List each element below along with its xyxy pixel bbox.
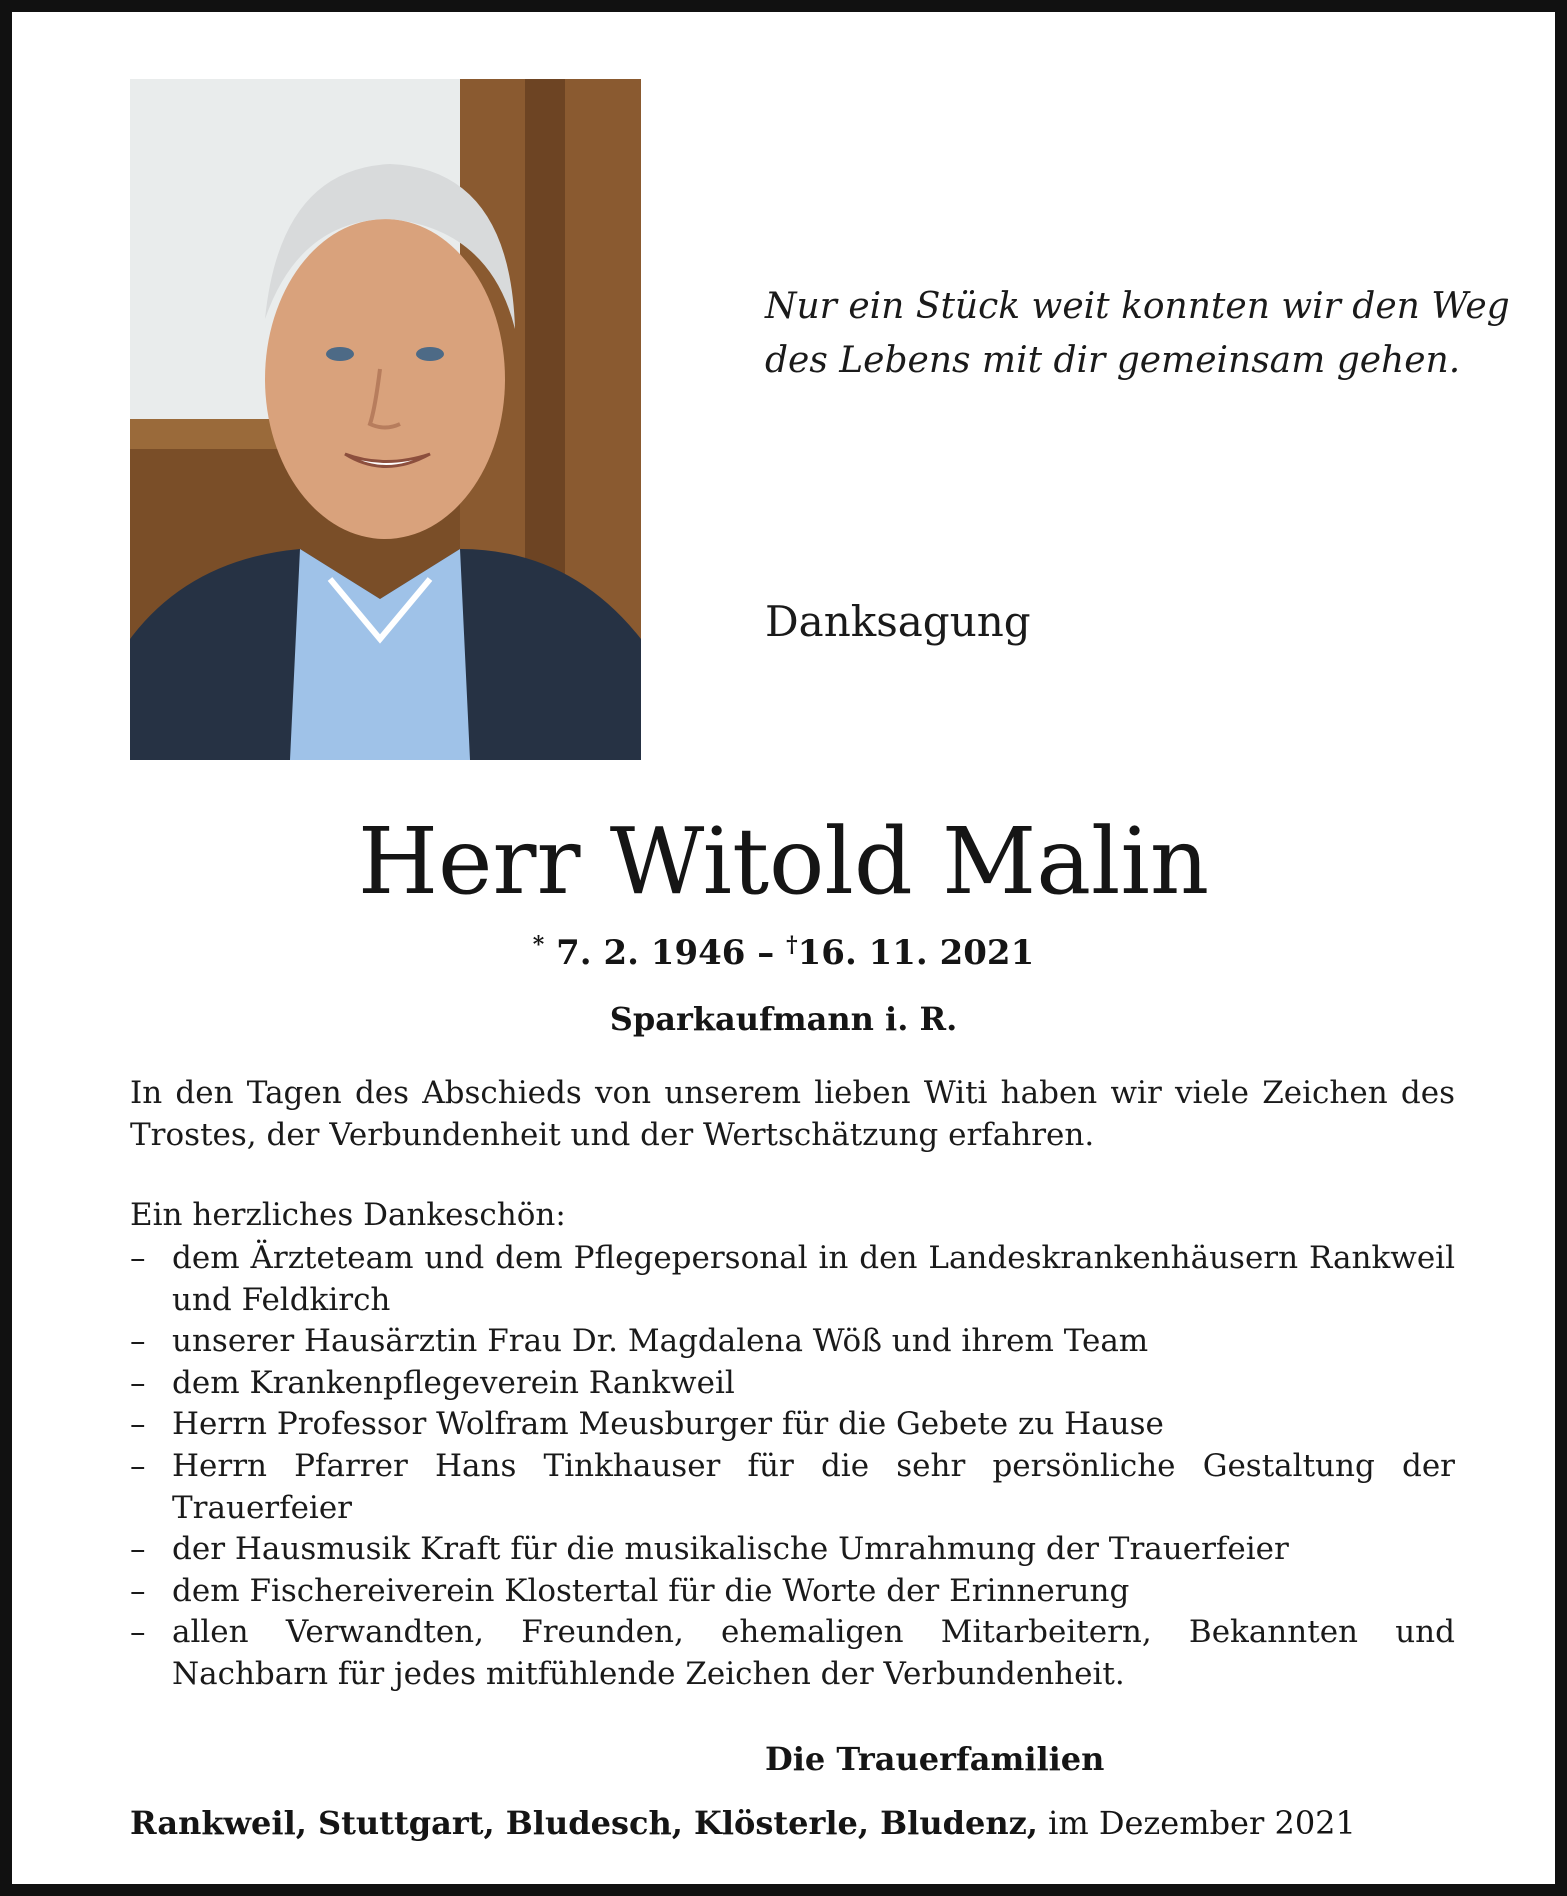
thanks-list <box>130 1238 1455 1696</box>
thanks-heading: Ein herzliches Dankeschön: <box>130 1197 566 1233</box>
profession: Sparkaufmann i. R. <box>609 1000 958 1038</box>
birth-symbol: * <box>532 932 545 958</box>
thanks-item: – dem Krankenpflegeverein Rankweil <box>130 1363 1455 1405</box>
footer-date: im Dezember 2021 <box>1048 1804 1356 1842</box>
thanks-item: – Herrn Professor Wolfram Meusburger für die Gebete zu Hause <box>130 1404 1455 1446</box>
quote-line-2: des Lebens mit dir gemeinsam gehen. <box>765 340 1461 381</box>
footer-places: Rankweil, Stuttgart, Bludesch, Klösterle, Bludenz, <box>130 1804 1038 1842</box>
thanks-item: – allen Verwandten, Freunden, ehemaligen Mitarbeitern, Bekannten und Nachbarn für jedes mitfühlende Zeichen der Verbundenheit. <box>130 1612 1455 1695</box>
thanks-item: – unserer Hausärztin Frau Dr. Magdalena Wöß und ihrem Team <box>130 1321 1455 1363</box>
quote-line-1: Nur ein Stück weit konnten wir den Weg <box>765 286 1510 327</box>
thanks-item: – dem Ärzteteam und dem Pflegepersonal in den Landeskrankenhäusern Rankweil und Feldkirch <box>130 1238 1455 1321</box>
date-separator: – <box>757 933 775 973</box>
portrait-photo <box>130 79 641 760</box>
memorial-quote <box>765 280 1510 388</box>
death-date: 16. 11. 2021 <box>797 933 1035 973</box>
footer-line <box>130 1804 1455 1842</box>
death-symbol: † <box>786 932 798 958</box>
thanks-item: – Herrn Pfarrer Hans Tinkhauser für die sehr persönliche Gestaltung der Trauerfeier <box>130 1446 1455 1529</box>
thanks-item: – dem Fischereiverein Klostertal für die Worte der Erinnerung <box>130 1571 1455 1613</box>
intro-paragraph: In den Tagen des Abschieds von unserem lieben Witi haben wir viele Zeichen des Trostes, der Verbundenheit und der Wertschätzung erfahren. <box>130 1075 1455 1153</box>
birth-date: 7. 2. 1946 <box>556 933 746 973</box>
life-dates <box>12 932 1555 973</box>
portrait-icon <box>130 79 641 760</box>
page-heading: Danksagung <box>765 597 1031 646</box>
thanks-item: – der Hausmusik Kraft für die musikalische Umrahmung der Trauerfeier <box>130 1529 1455 1571</box>
signature: Die Trauerfamilien <box>765 1740 1105 1778</box>
deceased-name: Herr Witold Malin <box>357 808 1210 915</box>
